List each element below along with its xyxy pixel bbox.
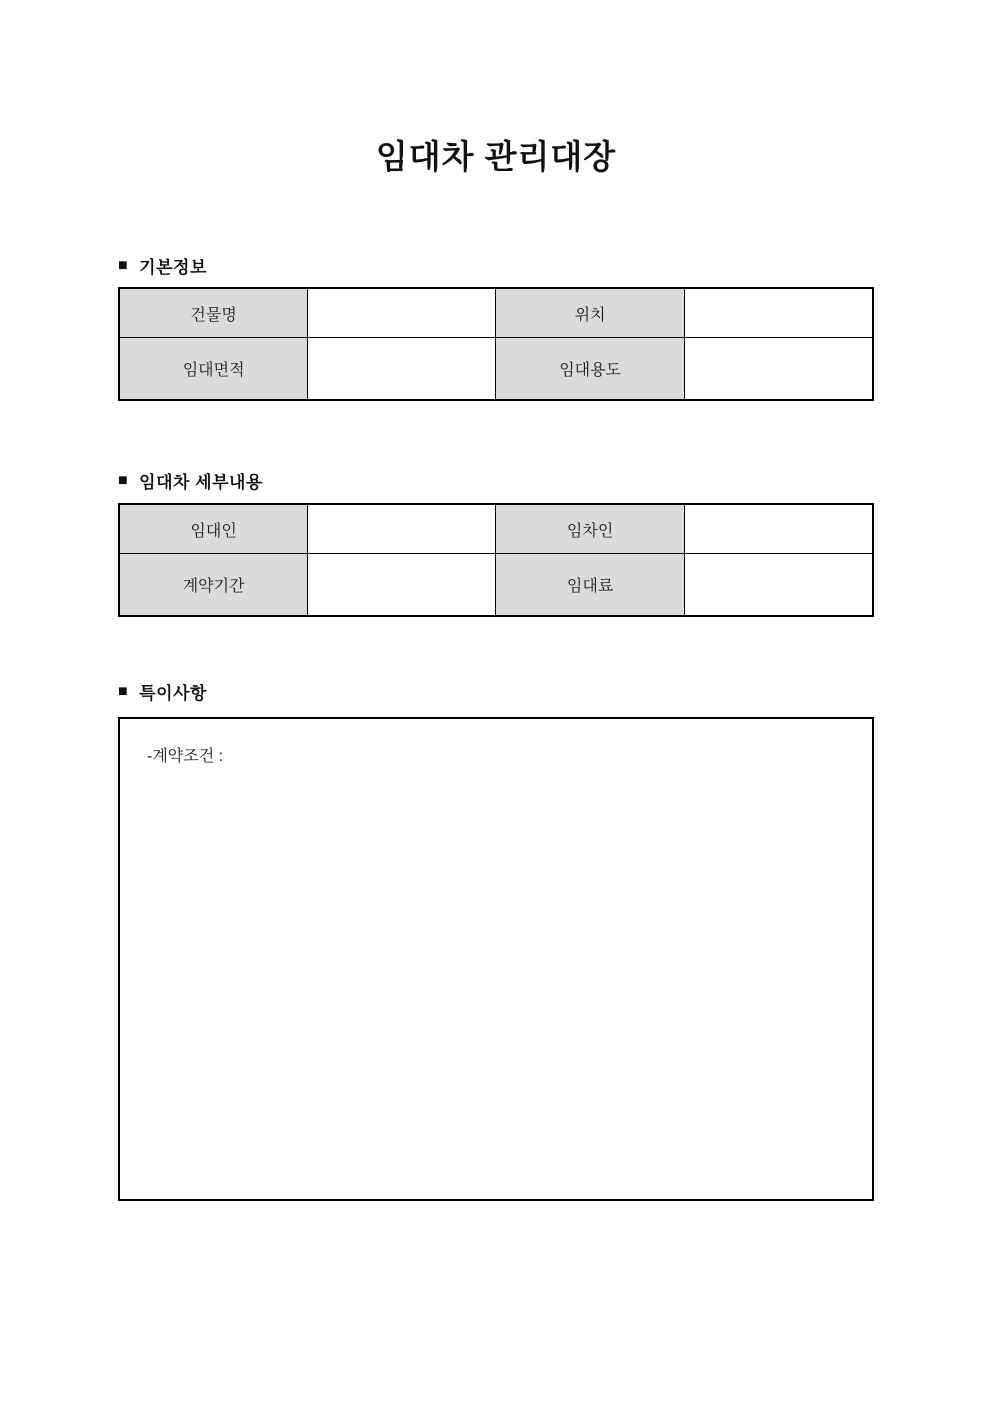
input-rental-area[interactable] (308, 338, 496, 401)
input-rental-purpose[interactable] (684, 338, 873, 401)
input-rent[interactable] (684, 554, 873, 617)
table-row (119, 288, 873, 338)
input-lessor[interactable] (308, 504, 496, 554)
square-bullet-icon: ■ (118, 682, 129, 700)
table-row (119, 554, 873, 617)
label-lessee: 임차인 (496, 504, 684, 554)
special-notes-box[interactable] (118, 717, 874, 1201)
label-building-name: 건물명 (119, 288, 308, 338)
section-heading-basic-info (118, 253, 207, 278)
basic-info-table (118, 287, 874, 401)
label-lessor: 임대인 (119, 504, 308, 554)
section-heading-special-notes (118, 679, 207, 704)
square-bullet-icon: ■ (118, 471, 129, 489)
label-location: 위치 (496, 288, 684, 338)
input-location[interactable] (684, 288, 873, 338)
section-heading-lease-details (118, 468, 263, 493)
input-lessee[interactable] (684, 504, 873, 554)
contract-conditions-note: -계약조건 : (147, 748, 224, 765)
square-bullet-icon: ■ (118, 256, 129, 274)
input-contract-period[interactable] (308, 554, 496, 617)
input-building-name[interactable] (308, 288, 496, 338)
section-heading-label: 기본정보 (139, 258, 207, 277)
page-title: 임대차 관리대장 (375, 138, 617, 175)
label-rent: 임대료 (496, 554, 684, 617)
section-heading-label: 특이사항 (139, 684, 207, 703)
section-heading-label: 임대차 세부내용 (139, 473, 263, 492)
lease-details-table (118, 503, 874, 617)
label-rental-purpose: 임대용도 (496, 338, 684, 401)
label-rental-area: 임대면적 (119, 338, 308, 401)
table-row (119, 504, 873, 554)
label-contract-period: 계약기간 (119, 554, 308, 617)
table-row (119, 338, 873, 401)
